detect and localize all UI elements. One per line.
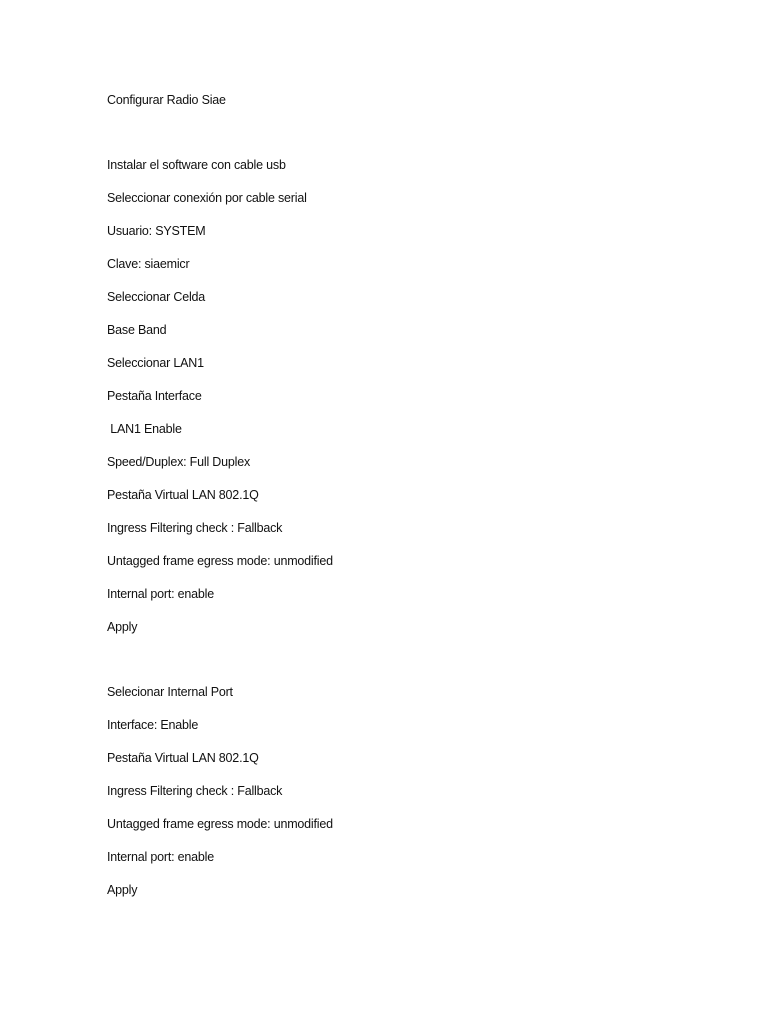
- step-line: Untagged frame egress mode: unmodified: [107, 554, 333, 568]
- step-line: Apply: [107, 883, 138, 897]
- step-line: Ingress Filtering check : Fallback: [107, 521, 283, 535]
- document-body: [107, 92, 707, 898]
- step-line: Seleccionar Celda: [107, 290, 206, 304]
- step-line: Seleccionar conexión por cable serial: [107, 191, 307, 205]
- step-line: Pestaña Virtual LAN 802.1Q: [107, 488, 259, 502]
- section-internal-port: [107, 684, 707, 898]
- step-line: Seleccionar LAN1: [107, 356, 204, 370]
- step-line: Ingress Filtering check : Fallback: [107, 784, 283, 798]
- step-line: Clave: siaemicr: [107, 257, 190, 271]
- spacer: [107, 108, 707, 157]
- step-line: Internal port: enable: [107, 587, 214, 601]
- section-lan1: [107, 157, 707, 635]
- step-line: Speed/Duplex: Full Duplex: [107, 455, 250, 469]
- step-line: Usuario: SYSTEM: [107, 224, 206, 238]
- step-line: LAN1 Enable: [107, 422, 182, 436]
- document-title: Configurar Radio Siae: [107, 93, 226, 107]
- step-line: Apply: [107, 620, 138, 634]
- step-line: Base Band: [107, 323, 167, 337]
- step-line: Selecionar Internal Port: [107, 685, 233, 699]
- step-line: Pestaña Interface: [107, 389, 202, 403]
- step-line: Interface: Enable: [107, 718, 199, 732]
- step-line: Pestaña Virtual LAN 802.1Q: [107, 751, 259, 765]
- step-line: Untagged frame egress mode: unmodified: [107, 817, 333, 831]
- step-line: Internal port: enable: [107, 850, 214, 864]
- spacer: [107, 635, 707, 684]
- step-line: Instalar el software con cable usb: [107, 158, 286, 172]
